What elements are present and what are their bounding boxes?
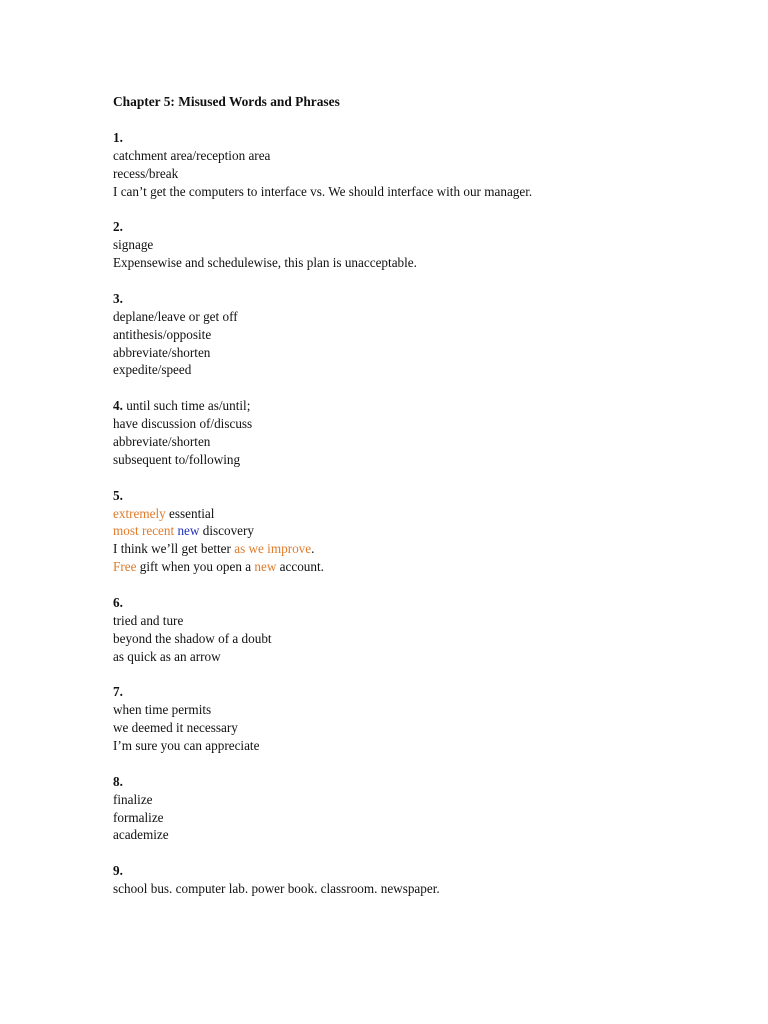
plain-text: I think we’ll get better (113, 541, 235, 557)
section-number: 4. (113, 398, 123, 414)
section-heading (113, 683, 733, 701)
section-line: we deemed it necessary (113, 720, 238, 736)
section-line: recess/break (113, 165, 179, 181)
section-number: 5. (113, 487, 123, 503)
plain-text: essential (165, 505, 215, 521)
chapter-title: Chapter 5: Misused Words and Phrases (113, 94, 340, 109)
section-1 (113, 129, 733, 201)
section-3 (113, 290, 733, 380)
section-heading (113, 397, 733, 415)
section-4 (113, 397, 733, 469)
highlighted-text: most recent (113, 523, 175, 539)
section-line (113, 558, 733, 576)
section-line: have discussion of/discuss (113, 416, 253, 432)
section-line: I can’t get the computers to interface vs. We should interface with our manager. (113, 183, 533, 199)
highlighted-text: Free (113, 559, 137, 575)
section-number: 7. (113, 684, 123, 700)
section-number: 8. (113, 773, 123, 789)
document-page (113, 93, 733, 916)
section-line: when time permits (113, 702, 212, 718)
section-line: as quick as an arrow (113, 648, 221, 664)
section-line (113, 540, 733, 558)
section-inline-text: until such time as/until; (122, 398, 251, 414)
section-number: 1. (113, 129, 123, 145)
section-heading (113, 218, 733, 236)
highlighted-text: as we improve (234, 541, 312, 557)
section-line: beyond the shadow of a doubt (113, 630, 272, 646)
section-line: signage (113, 237, 154, 253)
section-heading (113, 773, 733, 791)
section-heading (113, 290, 733, 308)
section-heading (113, 594, 733, 612)
section-heading (113, 862, 733, 880)
section-6 (113, 594, 733, 666)
section-line: subsequent to/following (113, 451, 241, 467)
section-2 (113, 218, 733, 272)
section-heading (113, 487, 733, 505)
section-line: antithesis/opposite (113, 326, 212, 342)
highlighted-text: new (254, 559, 277, 575)
section-9 (113, 862, 733, 898)
section-line: school bus. computer lab. power book. classroom. newspaper. (113, 881, 440, 897)
section-number: 3. (113, 290, 123, 306)
section-line: finalize (113, 791, 153, 807)
section-number: 9. (113, 863, 123, 879)
highlighted-text: extremely (113, 505, 166, 521)
plain-text: gift when you open a (136, 559, 255, 575)
plain-text: discovery (199, 523, 255, 539)
section-line: academize (113, 827, 169, 843)
plain-text: . (311, 541, 315, 557)
section-8 (113, 773, 733, 845)
section-number: 6. (113, 594, 123, 610)
sections-list (113, 129, 733, 898)
section-line: Expensewise and schedulewise, this plan is unacceptable. (113, 255, 417, 271)
section-line: abbreviate/shorten (113, 344, 211, 360)
section-5 (113, 487, 733, 577)
section-line: catchment area/reception area (113, 147, 271, 163)
section-line (113, 505, 733, 523)
section-line: deplane/leave or get off (113, 308, 238, 324)
plain-text: account. (276, 559, 324, 575)
section-number: 2. (113, 219, 123, 235)
section-line: formalize (113, 809, 164, 825)
section-line: abbreviate/shorten (113, 433, 211, 449)
section-7 (113, 683, 733, 755)
section-line: tried and ture (113, 612, 184, 628)
section-line: I’m sure you can appreciate (113, 738, 260, 754)
section-heading (113, 129, 733, 147)
section-line (113, 522, 733, 540)
highlighted-text: new (177, 523, 200, 539)
section-line: expedite/speed (113, 362, 192, 378)
